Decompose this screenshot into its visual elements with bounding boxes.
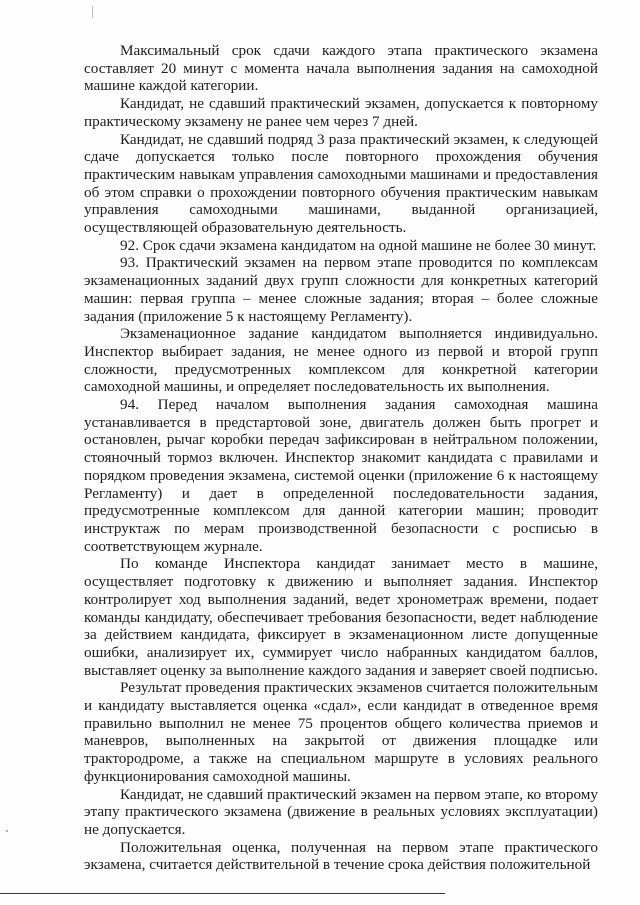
scan-edge-mark — [92, 6, 93, 18]
paragraph-92: 92. Срок сдачи экзамена кандидатом на одной машине не более 30 минут. — [120, 236, 597, 254]
paragraph-inspector-command: По команде Инспектора кандидат занимает место в машине, осуществляет подготовку к движению и выполняет задания. Инспектор контролирует ход выполнения заданий, ведет хронометраж времени, подает команды кандидату, обеспечивает требования безопасности, ведет наблюдение за действием кандидата, фиксирует в экзаменационном листе допущенные ошибки, анализирует их, суммирует число набранных кандидатом баллов, выставляет оценку за выполнение каждого задания и заверяет своей подписью. — [84, 555, 598, 679]
paragraph-93: 93. Практический экзамен на первом этапе проводится по комплексам экзаменационных заданий двух групп сложности для конкретных категорий машин: первая группа – менее сложные задания; вторая – более сложные задания (приложение 5 к настоящему Регламенту). — [84, 254, 598, 325]
paragraph-positive-grade: Положительная оценка, полученная на первом этапе практического экзамена, считается действительной в течение срока действия положительной — [84, 838, 598, 874]
paragraph-exam-task-individual: Экзаменационное задание кандидатом выполняется индивидуально. Инспектор выбирает задания, не менее одного из первой и второй групп сложности, предусмотренных комплексом для конкретной категории самоходной машины, и определяет последовательность их выполнения. — [84, 325, 598, 396]
document-body — [84, 42, 598, 874]
paragraph-exam-time-limit: Максимальный срок сдачи каждого этапа практического экзамена составляет 20 минут с момента начала выполнения задания на самоходной машине каждой категории. — [84, 42, 598, 95]
paragraph-94: 94. Перед началом выполнения задания самоходная машина устанавливается в предстартовой зоне, двигатель должен быть прогрет и остановлен, рычаг коробки передач зафиксирован в нейтральном положении, стояночный тормоз включен. Инспектор знакомит кандидата с правилами и порядком проведения экзамена, системой оценки (приложение 6 к настоящему Регламенту) и дает в определенной последовательности задания, предусмотренные комплексом для данной категории машин; проводит инструктаж по мерам производственной безопасности с росписью в соответствующем журнале. — [84, 396, 598, 555]
paragraph-exam-result: Результат проведения практических экзаменов считается положительным и кандидату выставляется оценка «сдал», если кандидат в отведенное время правильно выполнил не менее 75 процентов общего количества приемов и маневров, выполненных на закрытой от движения площадке или трактородроме, а также на специальном маршруте в условиях реального функционирования самоходной машины. — [84, 679, 598, 785]
paragraph-retake-after-3-fails: Кандидат, не сдавший подряд 3 раза практический экзамен, к следующей сдаче допускается только после повторного прохождения обучения практическим навыкам управления самоходными машинами и предоставления об этом справки о прохождении повторного обучения практическим навыкам управления самоходными машинами, выданной организацией, осуществляющей образовательную деятельность. — [84, 130, 598, 237]
scan-dot — [6, 830, 8, 832]
footnote-separator-line — [0, 893, 445, 894]
paragraph-no-second-stage: Кандидат, не сдавший практический экзамен на первом этапе, ко второму этапу практического экзамена (движение в реальных условиях эксплуатации) не допускается. — [84, 785, 598, 838]
paragraph-retake-after-7-days: Кандидат, не сдавший практический экзамен, допускается к повторному практическому экзамену не ранее чем через 7 дней. — [84, 95, 598, 130]
